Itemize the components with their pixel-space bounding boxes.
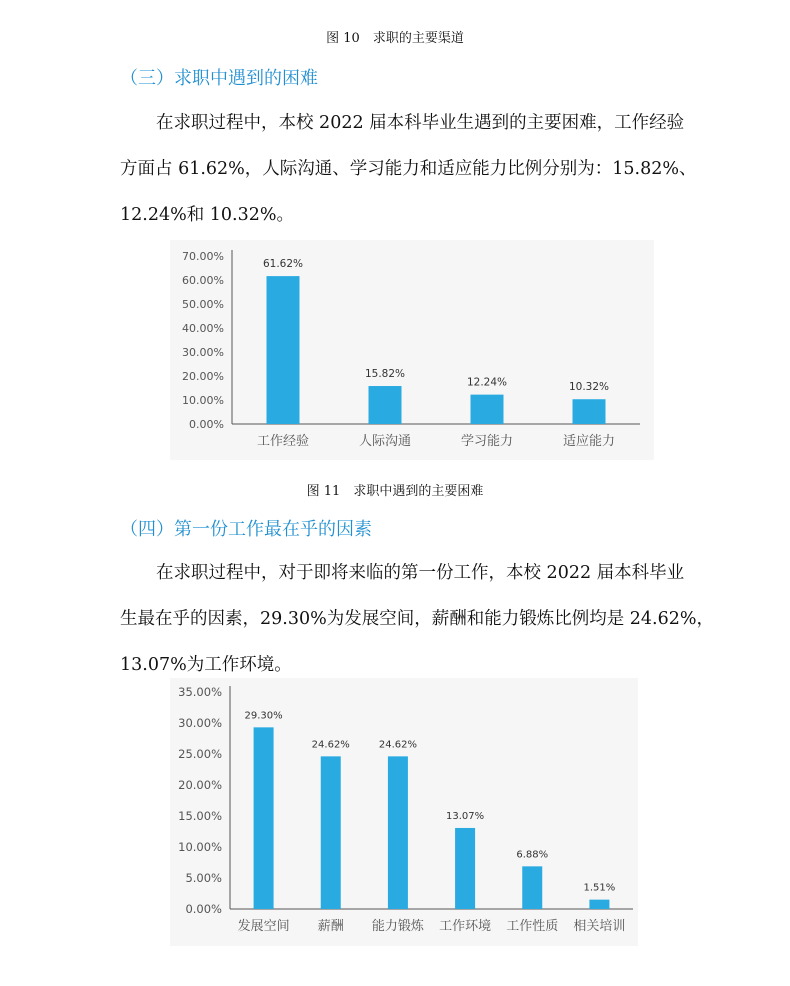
- data-label: 12.24%: [466, 376, 508, 389]
- data-label: 24.62%: [378, 739, 417, 751]
- data-label: 10.32%: [568, 381, 610, 394]
- bar: [321, 756, 341, 909]
- y-tick-label: 35.00%: [178, 685, 222, 699]
- y-tick-label: 50.00%: [182, 298, 224, 311]
- y-tick-label: 5.00%: [185, 871, 222, 885]
- y-tick-label: 25.00%: [178, 747, 222, 761]
- x-tick-label: 发展空间: [237, 919, 290, 934]
- paragraph-line: 生最在乎的因素，29.30%为发展空间，薪酬和能力锻炼比例均是 24.62%，: [120, 609, 715, 629]
- difficulty-bar-chart: [170, 240, 654, 460]
- y-tick-label: 40.00%: [182, 322, 224, 335]
- paragraph-line: 方面占 61.62%，人际沟通、学习能力和适应能力比例分别为：15.82%、: [120, 159, 697, 179]
- y-tick-label: 70.00%: [182, 250, 224, 263]
- x-tick-label: 工作环境: [439, 919, 492, 934]
- y-tick-label: 10.00%: [182, 394, 224, 407]
- bar: [388, 756, 408, 909]
- section-4-heading: （四）第一份工作最在乎的因素: [120, 519, 372, 540]
- y-tick-label: 0.00%: [189, 418, 224, 431]
- x-tick-label: 人际沟通: [358, 434, 412, 449]
- difficulty-chart-svg: [170, 240, 654, 460]
- bar: [573, 399, 606, 424]
- data-label: 61.62%: [262, 258, 304, 271]
- bar: [369, 386, 402, 424]
- section-4-paragraph: [120, 550, 715, 688]
- paragraph-line: 12.24%和 10.32%。: [120, 205, 295, 225]
- section-3-paragraph: [120, 100, 700, 238]
- paragraph-line: 13.07%为工作环境。: [120, 655, 292, 675]
- bar: [589, 900, 609, 909]
- x-tick-label: 工作性质: [506, 919, 559, 934]
- x-tick-label: 学习能力: [460, 434, 514, 449]
- data-label: 24.62%: [311, 739, 350, 751]
- x-tick-label: 工作经验: [256, 434, 310, 449]
- data-label: 6.88%: [516, 849, 549, 861]
- first-job-chart-svg: [170, 678, 638, 946]
- y-tick-label: 20.00%: [182, 370, 224, 383]
- paragraph-line: 在求职过程中，对于即将来临的第一份工作，本校 2022 届本科毕业: [156, 563, 685, 583]
- y-tick-label: 30.00%: [182, 346, 224, 359]
- data-label: 1.51%: [583, 882, 616, 894]
- y-tick-label: 15.00%: [178, 809, 222, 823]
- y-tick-label: 0.00%: [185, 902, 222, 916]
- bar: [254, 727, 274, 909]
- bar: [471, 395, 504, 424]
- y-tick-label: 60.00%: [182, 274, 224, 287]
- first-job-factors-bar-chart: [170, 678, 638, 946]
- data-label: 13.07%: [446, 810, 485, 822]
- section-3-heading: （三）求职中遇到的困难: [120, 68, 318, 89]
- y-tick-label: 30.00%: [178, 716, 222, 730]
- x-tick-label: 相关培训: [573, 919, 626, 934]
- y-tick-label: 10.00%: [178, 840, 222, 854]
- figure-11-caption: 图 11 求职中遇到的主要困难: [306, 484, 484, 499]
- bar: [267, 276, 300, 424]
- data-label: 15.82%: [364, 368, 406, 381]
- chart-background: [170, 240, 654, 460]
- x-tick-label: 能力锻炼: [371, 919, 424, 934]
- x-tick-label: 适应能力: [562, 434, 616, 449]
- bar: [522, 866, 542, 909]
- x-tick-label: 薪酬: [317, 919, 344, 934]
- paragraph-line: 在求职过程中，本校 2022 届本科毕业生遇到的主要困难，工作经验: [156, 113, 685, 133]
- data-label: 29.30%: [244, 710, 283, 722]
- bar: [455, 828, 475, 909]
- figure-10-caption: 图 10 求职的主要渠道: [326, 31, 464, 46]
- y-tick-label: 20.00%: [178, 778, 222, 792]
